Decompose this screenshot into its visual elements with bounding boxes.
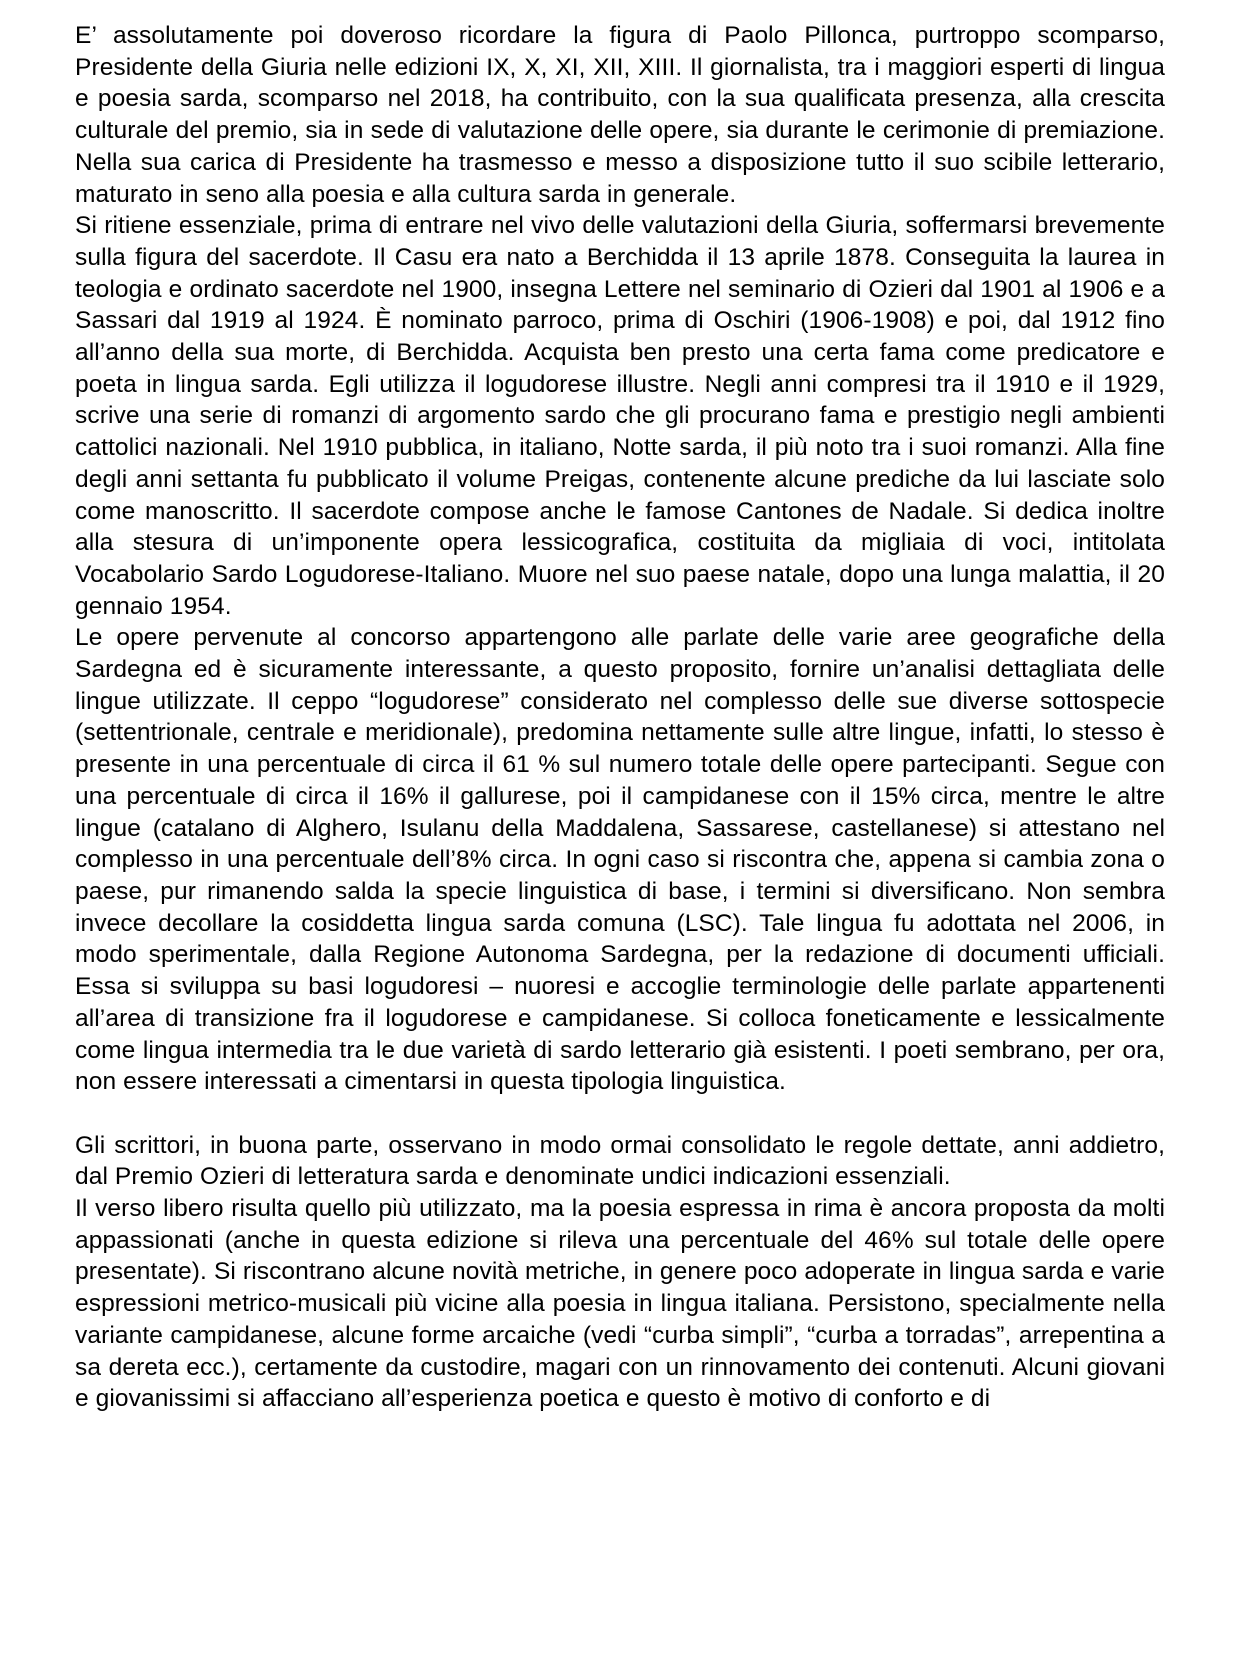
paragraph-languages-analysis: Le opere pervenute al concorso appartengono alle parlate delle varie aree geografiche della Sardegna ed è sicuramente interessante, a questo proposito, fornire un’analisi dettagliata delle lingue utilizzate. Il ceppo “logudorese” considerato nel complesso delle sue diverse sottospecie (settentrionale, centrale e meridionale), predomina nettamente sulle altre lingue, infatti, lo stesso è presente in una percentuale di circa il 61 % sul numero totale delle opere partecipanti. Segue con una percentuale di circa il 16% il gallurese, poi il campidanese con il 15% circa, mentre le altre lingue (catalano di Alghero, Isulanu della Maddalena, Sassarese, castellanese) si attestano nel complesso in una percentuale dell’8% circa. In ogni caso si riscontra che, appena si cambia zona o paese, pur rimanendo salda la specie linguistica di base, i termini si diversificano. Non sembra invece decollare la cosiddetta lingua sarda comuna (LSC). Tale lingua fu adottata nel 2006, in modo sperimentale, dalla Regione Autonoma Sardegna, per la redazione di documenti ufficiali. Essa si sviluppa su basi logudoresi – nuoresi e accoglie terminologie delle parlate appartenenti all’area di transizione fra il logudorese e campidanese. Si colloca foneticamente e lessicalmente come lingua intermedia tra le due varietà di sardo letterario già esistenti. I poeti sembrano, per ora, non essere interessati a cimentarsi in questa tipologia linguistica. bbox=[75, 624, 1165, 1096]
document-page bbox=[75, 20, 1165, 1415]
paragraph-pillonca: E’ assolutamente poi doveroso ricordare la figura di Paolo Pillonca, purtroppo scomparso, Presidente della Giuria nelle edizioni IX, X, XI, XII, XIII. Il giornalista, tra i maggiori esperti di lingua e poesia sarda, scomparso nel 2018, ha contribuito, con la sua qualificata presenza, alla crescita culturale del premio, sia in sede di valutazione delle opere, sia durante le cerimonie di premiazione. Nella sua carica di Presidente ha trasmesso e messo a disposizione tutto il suo scibile letterario, maturato in seno alla poesia e alla cultura sarda in generale. bbox=[75, 22, 1165, 208]
paragraph-spacer bbox=[75, 1098, 1165, 1130]
paragraph-casu-biography: Si ritiene essenziale, prima di entrare nel vivo delle valutazioni della Giuria, soffermarsi brevemente sulla figura del sacerdote. Il Casu era nato a Berchidda il 13 aprile 1878. Conseguita la laurea in teologia e ordinato sacerdote nel 1900, insegna Lettere nel seminario di Ozieri dal 1901 al 1906 e a Sassari dal 1919 al 1924. È nominato parroco, prima di Oschiri (1906-1908) e poi, dal 1912 fino all’anno della sua morte, di Berchidda. Acquista ben presto una certa fama come predicatore e poeta in lingua sarda. Egli utilizza il logudorese illustre. Negli anni compresi tra il 1910 e il 1929, scrive una serie di romanzi di argomento sardo che gli procurano fama e prestigio negli ambienti cattolici nazionali. Nel 1910 pubblica, in italiano, Notte sarda, il più noto tra i suoi romanzi. Alla fine degli anni settanta fu pubblicato il volume Preigas, contenente alcune prediche da lui lasciate solo come manoscritto. Il sacerdote compose anche le famose Cantones de Nadale. Si dedica inoltre alla stesura di un’imponente opera lessicografica, costituita da migliaia di voci, intitolata Vocabolario Sardo Logudorese-Italiano. Muore nel suo paese natale, dopo una lunga malattia, il 20 gennaio 1954. bbox=[75, 212, 1165, 620]
paragraph-verse-forms: Il verso libero risulta quello più utilizzato, ma la poesia espressa in rima è ancora proposta da molti appassionati (anche in questa edizione si rileva una percentuale del 46% sul totale delle opere presentate). Si riscontrano alcune novità metriche, in genere poco adoperate in lingua sarda e varie espressioni metrico-musicali più vicine alla poesia in lingua italiana. Persistono, specialmente nella variante campidanese, alcune forme arcaiche (vedi “curba simpli”, “curba a torradas”, arrepentina a sa dereta ecc.), certamente da custodire, magari con un rinnovamento dei contenuti. Alcuni giovani e giovanissimi si affacciano all’esperienza poetica e questo è motivo di conforto e di bbox=[75, 1195, 1165, 1413]
paragraph-writers-rules: Gli scrittori, in buona parte, osservano in modo ormai consolidato le regole dettate, anni addietro, dal Premio Ozieri di letteratura sarda e denominate undici indicazioni essenziali. bbox=[75, 1131, 1165, 1191]
